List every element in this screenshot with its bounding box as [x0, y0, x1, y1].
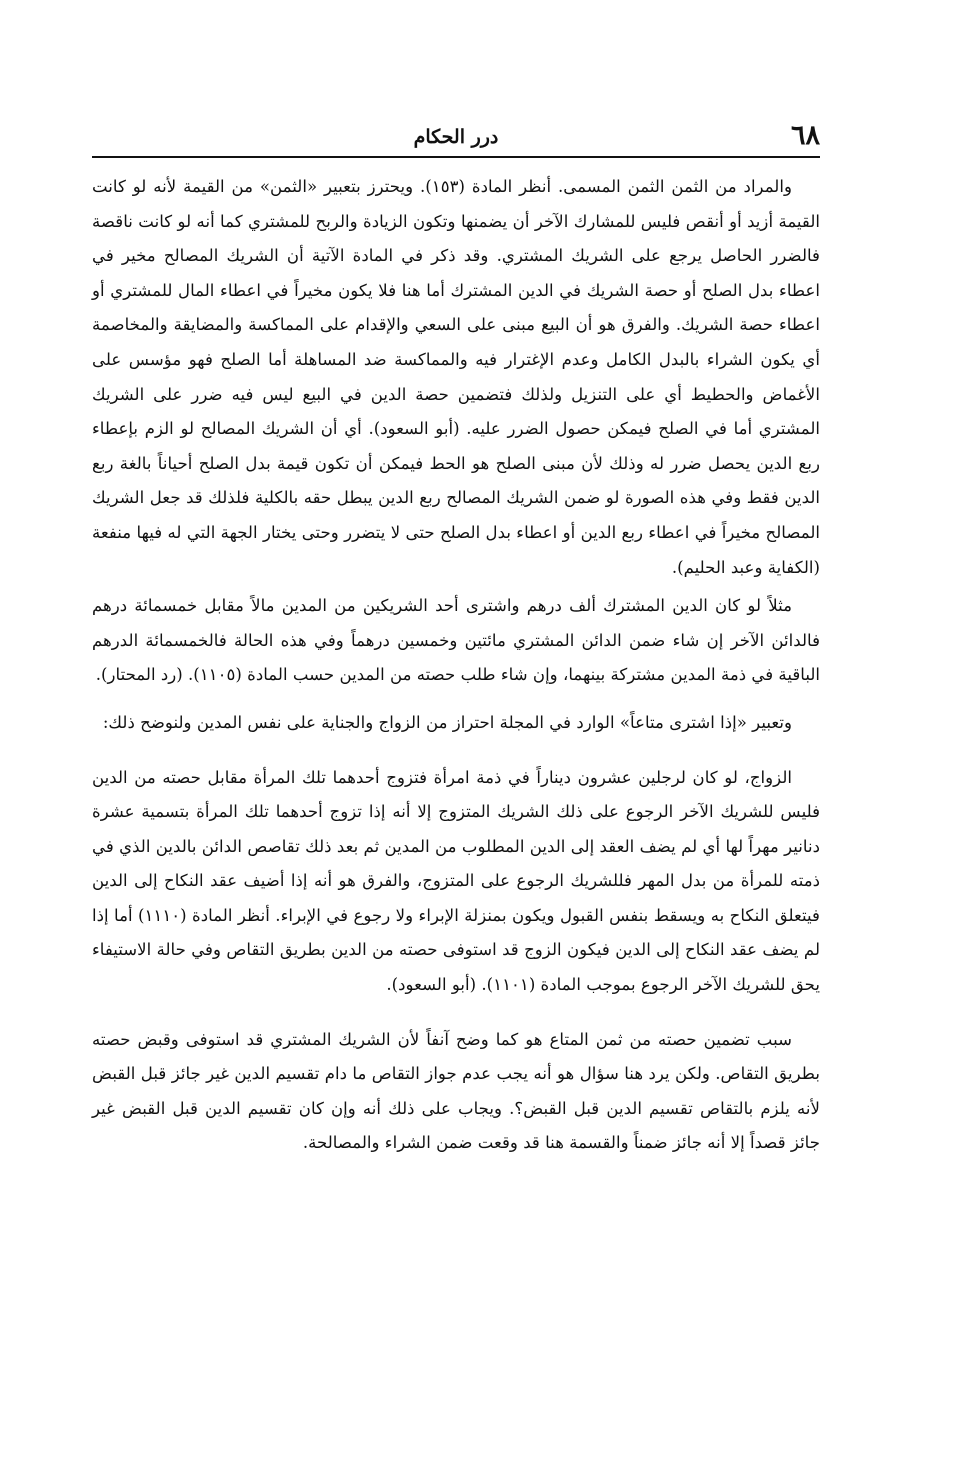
- paragraph: وتعبير «إذا اشترى متاعاً» الوارد في المجلة احتراز من الزواج والجناية على نفس المدين ولنوضح ذلك:: [102, 712, 792, 732]
- page-header: [92, 118, 820, 158]
- paragraph: الزواج، لو كان لرجلين عشرون ديناراً في ذمة امرأة فتزوج أحدهما تلك المرأة مقابل حصته من الدين فليس للشريك الآخر الرجوع على ذلك الشريك المتزوج إلا أنه إذا تزوج أحدهما تلك المرأة بتسمية عشرة دنانير مهراً لها أي لم يضف العقد إلى الدين المطلوب من المدين ثم بعد ذلك تقاصص الدائن بالدين الذي في ذمته للمرأة من بدل المهر فللشريك الرجوع على المتزوج، والفرق هو أنه إذا أضيف عقد النكاح إلى الدين فيتعلق النكاح به ويسقط بنفس القبول ويكون بمنزلة الإبراء ولا رجوع في الإبراء. أنظر المادة (١١١٠) أما إذا لم يضف عقد النكاح إلى الدين فيكون الزوج قد استوفى حصته من الدين بطريق التقاص وفي حالة الاستيفاء يحق للشريك الآخر الرجوع بموجب المادة (١١٠١). (أبو السعود).: [92, 767, 820, 995]
- header-rule: [92, 156, 820, 158]
- paragraph: سبب تضمين حصته من ثمن المتاع هو كما وضح آنفاً لأن الشريك المشتري قد استوفى وقبض حصته بطريق التقاص. ولكن يرد هنا سؤال هو أنه يجب عدم جواز التقاص ما دام تقسيم الدين غير جائز قبل القبض لأنه يلزم بالتقاص تقسيم الدين قبل القبض؟. ويجاب على ذلك أنه وإن كان تقسيم الدين قبل القبض غير جائز قصداً إلا أنه جائز ضمناً والقسمة هنا قد وقعت ضمن الشراء والمصالحة.: [92, 1029, 820, 1153]
- body-text: [92, 170, 820, 1161]
- page-number: ٦٨: [790, 120, 820, 151]
- paragraph: مثلاً لو كان الدين المشترك ألف درهم واشترى أحد الشريكين من المدين مالاً مقابل خمسمائة درهم فالدائن الآخر إن شاء ضمن الدائن المشتري مائتين وخمسين درهماً وفي هذه الحالة فالخمسمائة الدرهم الباقية في ذمة المدين مشتركة بينهما، وإن شاء طلب حصته من المدين حسب المادة (١١٠٥). (رد المحتار).: [92, 596, 820, 685]
- paragraph: والمراد من الثمن الثمن المسمى. أنظر المادة (١٥٣). ويحترز بتعبير «الثمن» من القيمة لأنه لو كانت القيمة أزيد أو أنقص فليس للمشارك الآخر أن يضمنها وتكون الزيادة والربح للمشتري كما أنه لو كانت ناقصة فالضرر الحاصل يرجع على الشريك المشتري. وقد ذكر في المادة الآتية أن الشريك المصالح مخير في اعطاء بدل الصلح أو حصة الشريك في الدين المشترك أما هنا فلا يكون مخيراً في اعطاء المال للمشتري أو اعطاء حصة الشريك. والفرق هو أن البيع مبنى على السعي والإقدام على المماكسة والمضايقة والمخاصمة أي يكون الشراء بالبدل الكامل وعدم الإغترار فيه والمماكسة ضد المساهلة أما الصلح فهو مؤسس على الأغماض والحطيط أي على التنزيل ولذلك فتضمين حصة الدين في البيع ليس فيه ضرر على الشريك المشتري أما في الصلح فيمكن حصول الضرر عليه. (أبو السعود). أي أن الشريك المصالح لو الزم بإعطاء ربع الدين يحصل ضرر له وذلك لأن مبنى الصلح هو الحط فيمكن أن تكون قيمة بدل الصلح أحياناً بالغة ربع الدين فقط وفي هذه الصورة لو ضمن الشريك المصالح ربع الدين يبطل حقه بالكلية فلذلك قد جعل الشريك المصالح مخيراً في اعطاء ربع الدين أو اعطاء بدل الصلح حتى لا يتضرر وحتى يختار الجهة التي له فيها منفعة (الكفاية وعبد الحليم).: [92, 177, 820, 577]
- running-title: درر الحكام: [413, 126, 499, 148]
